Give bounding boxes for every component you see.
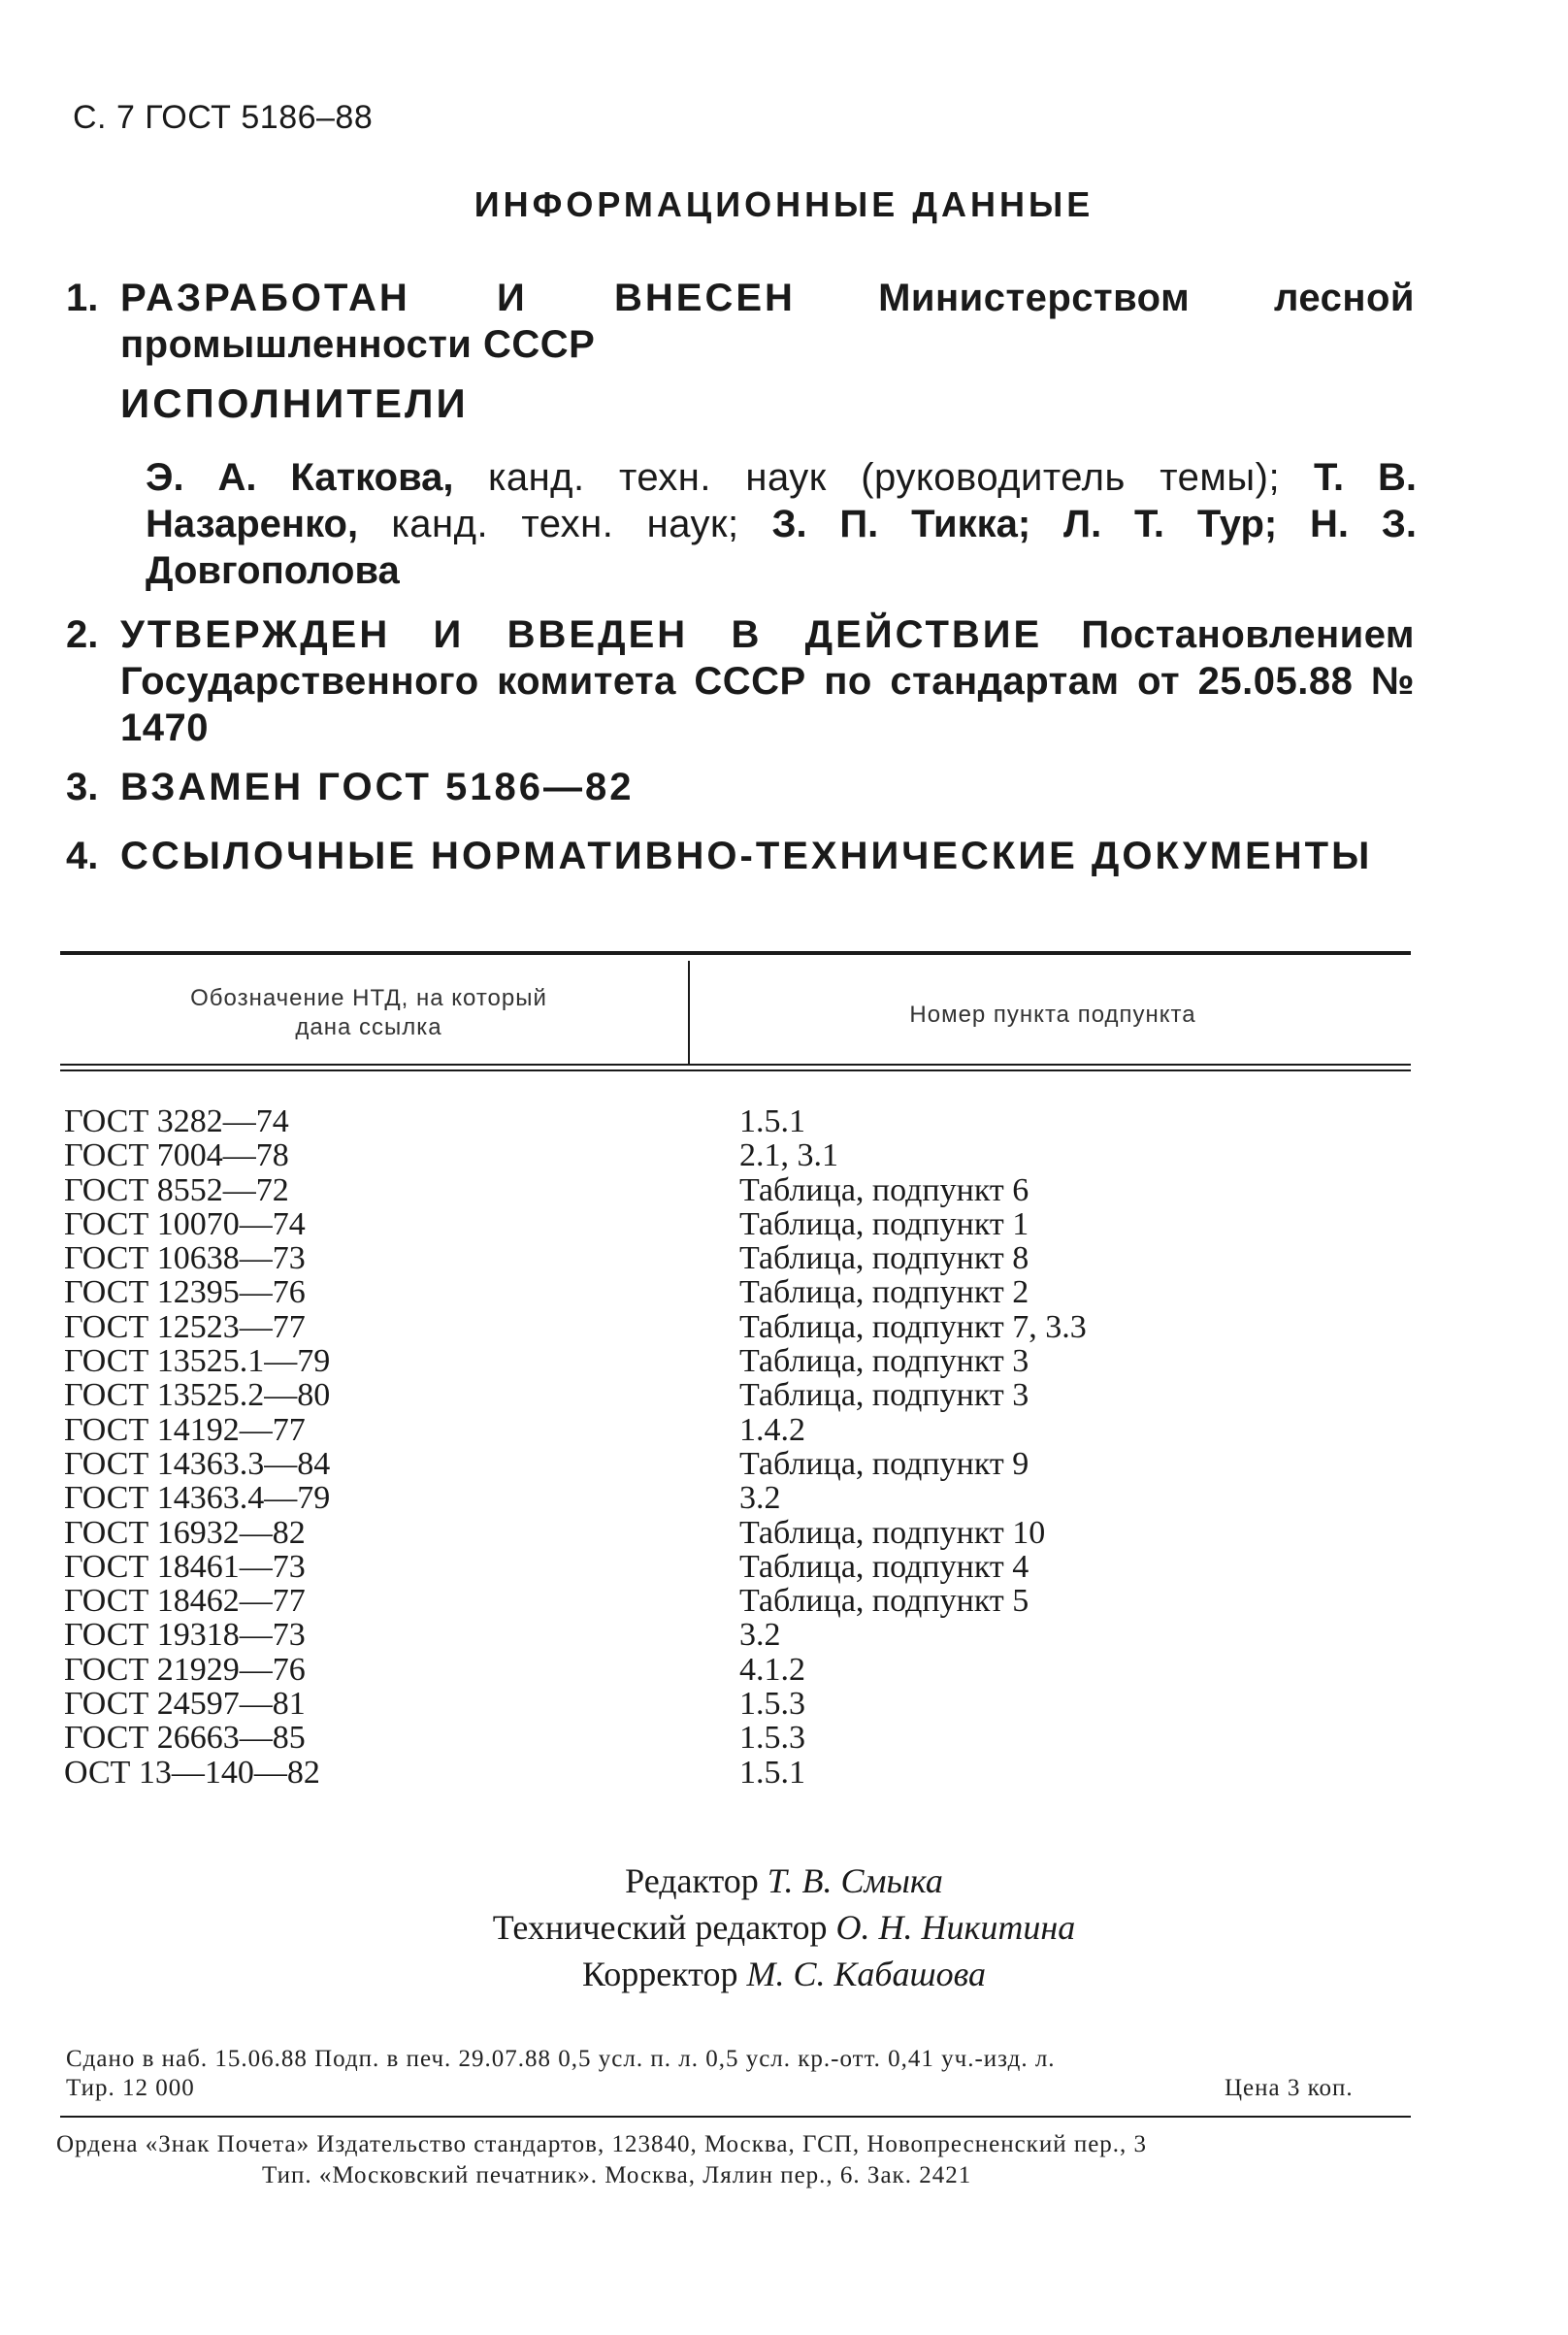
table-cell-ref: 1.5.3 (739, 1686, 805, 1723)
table-cell-ref: 1.5.3 (739, 1720, 805, 1757)
credit-editor (0, 1858, 1568, 1904)
table-ref-column (739, 1104, 1419, 1790)
table-cell-ref: Таблица, подпункт 3 (739, 1343, 1029, 1380)
page-header: С. 7 ГОСТ 5186–88 (73, 99, 374, 136)
header-line: дана ссылка (295, 1014, 442, 1040)
table-cell-ntd: ГОСТ 21929—76 (64, 1651, 306, 1688)
table-cell-ref: Таблица, подпункт 10 (739, 1514, 1046, 1551)
imprint-line-1: Сдано в наб. 15.06.88 Подп. в печ. 29.07.88 0,5 усл. п. л. 0,5 усл. кр.-отт. 0,41 уч.-изд. л. (66, 2046, 1056, 2072)
section-number: 1. (66, 277, 99, 319)
credit-role: Технический редактор (492, 1908, 828, 1947)
performer-degree: канд. техн. наук; (358, 503, 739, 545)
section-4 (66, 833, 1415, 879)
section-heading: ВЗАМЕН ГОСТ 5186—82 (120, 766, 635, 808)
credit-tech-editor (0, 1904, 1568, 1951)
table-cell-ntd: ГОСТ 26663—85 (64, 1720, 306, 1757)
section-heading: ССЫЛОЧНЫЕ НОРМАТИВНО-ТЕХНИЧЕСКИЕ ДОКУМЕНТЫ (120, 835, 1373, 877)
imprint-publisher: Ордена «Знак Почета» Издательство стандартов, 123840, Москва, ГСП, Новопресненский пер., 3 (56, 2131, 1148, 2157)
table-cell-ref: 4.1.2 (739, 1651, 805, 1688)
table-cell-ref: Таблица, подпункт 7, 3.3 (739, 1308, 1087, 1345)
table-cell-ntd: ГОСТ 24597—81 (64, 1686, 306, 1723)
table-cell-ntd: ГОСТ 14363.3—84 (64, 1445, 331, 1482)
section-number: 4. (66, 835, 99, 877)
table-cell-ref: Таблица, подпункт 6 (739, 1171, 1029, 1208)
table-ntd-column (64, 1104, 685, 1790)
imprint-rule (60, 2116, 1411, 2118)
table-cell-ntd: ГОСТ 10638—73 (64, 1240, 306, 1277)
table-cell-ref: 1.5.1 (739, 1103, 805, 1139)
section-heading: РАЗРАБОТАН И ВНЕСЕН (120, 277, 796, 319)
imprint-price: Цена 3 коп. (1225, 2075, 1354, 2101)
table-cell-ref: 3.2 (739, 1480, 781, 1517)
table-cell-ntd: ГОСТ 14192—77 (64, 1411, 306, 1448)
section-1 (66, 275, 1415, 368)
performer-names: З. П. Тикка; Л. Т. Тур; Н. З. Довгополова (146, 503, 1417, 592)
table-cell-ntd: ГОСТ 14363.4—79 (64, 1480, 331, 1517)
section-2 (66, 611, 1415, 751)
imprint-line-2: Тир. 12 000 (66, 2075, 195, 2101)
performers-list (146, 454, 1417, 594)
credit-corrector (0, 1951, 1568, 1997)
section-number: 3. (66, 766, 99, 808)
section-text: Постановлением Государственного комитета СССР по стандартам от 25.05.88 № 1470 (120, 613, 1416, 749)
table-cell-ntd: ГОСТ 3282—74 (64, 1103, 289, 1139)
table-cell-ref: 2.1, 3.1 (739, 1137, 838, 1174)
table-cell-ntd: ГОСТ 13525.2—80 (64, 1377, 331, 1414)
credit-person: М. С. Кабашова (746, 1955, 987, 1993)
performer-name: Э. А. Каткова, (146, 456, 454, 499)
table-cell-ref: 1.4.2 (739, 1411, 805, 1448)
section-3 (66, 764, 1415, 810)
performer-name: Т. В. Назаренко, (146, 456, 1417, 545)
table-header-rule-2 (60, 1069, 1411, 1071)
table-cell-ntd: ГОСТ 16932—82 (64, 1514, 306, 1551)
page-title: ИНФОРМАЦИОННЫЕ ДАННЫЕ (474, 184, 1094, 224)
table-top-rule (60, 951, 1411, 955)
credit-role: Редактор (625, 1861, 759, 1900)
section-text: Министерством лесной промышленности СССР (120, 277, 1415, 366)
table-header-ref: Номер пункта подпункта (909, 1002, 1196, 1028)
table-cell-ntd: ГОСТ 18461—73 (64, 1548, 306, 1585)
table-cell-ref: 1.5.1 (739, 1754, 805, 1791)
table-cell-ntd: ГОСТ 19318—73 (64, 1617, 306, 1654)
table-cell-ref: Таблица, подпункт 3 (739, 1377, 1029, 1414)
table-header-ntd (87, 984, 650, 1042)
credit-person: О. Н. Никитина (835, 1908, 1076, 1947)
table-cell-ref: Таблица, подпункт 1 (739, 1205, 1029, 1242)
table-cell-ref: Таблица, подпункт 8 (739, 1240, 1029, 1277)
table-cell-ref: Таблица, подпункт 2 (739, 1274, 1029, 1311)
table-cell-ntd: ГОСТ 12523—77 (64, 1308, 306, 1345)
performer-degree: канд. техн. наук (руководитель темы); (453, 456, 1281, 499)
section-number: 2. (66, 613, 99, 656)
table-cell-ntd: ГОСТ 8552—72 (64, 1171, 289, 1208)
imprint-printer: Тип. «Московский печатник». Москва, Лялин пер., 6. Зак. 2421 (262, 2162, 972, 2188)
credit-role: Корректор (581, 1955, 738, 1993)
performers-heading: ИСПОЛНИТЕЛИ (120, 380, 469, 426)
table-cell-ntd: ГОСТ 18462—77 (64, 1583, 306, 1620)
table-cell-ref: Таблица, подпункт 4 (739, 1548, 1029, 1585)
table-cell-ntd: ГОСТ 7004—78 (64, 1137, 289, 1174)
credit-person: Т. В. Смыка (767, 1861, 943, 1900)
table-cell-ref: 3.2 (739, 1617, 781, 1654)
table-cell-ntd: ГОСТ 10070—74 (64, 1205, 306, 1242)
header-line: Обозначение НТД, на который (190, 985, 547, 1011)
section-heading: УТВЕРЖДЕН И ВВЕДЕН В ДЕЙСТВИЕ (120, 613, 1043, 656)
table-cell-ntd: ОСТ 13—140—82 (64, 1754, 320, 1791)
table-header-rule (60, 1064, 1411, 1066)
table-cell-ref: Таблица, подпункт 5 (739, 1583, 1029, 1620)
table-column-divider (688, 961, 690, 1064)
table-cell-ntd: ГОСТ 13525.1—79 (64, 1343, 331, 1380)
table-cell-ref: Таблица, подпункт 9 (739, 1445, 1029, 1482)
table-cell-ntd: ГОСТ 12395—76 (64, 1274, 306, 1311)
